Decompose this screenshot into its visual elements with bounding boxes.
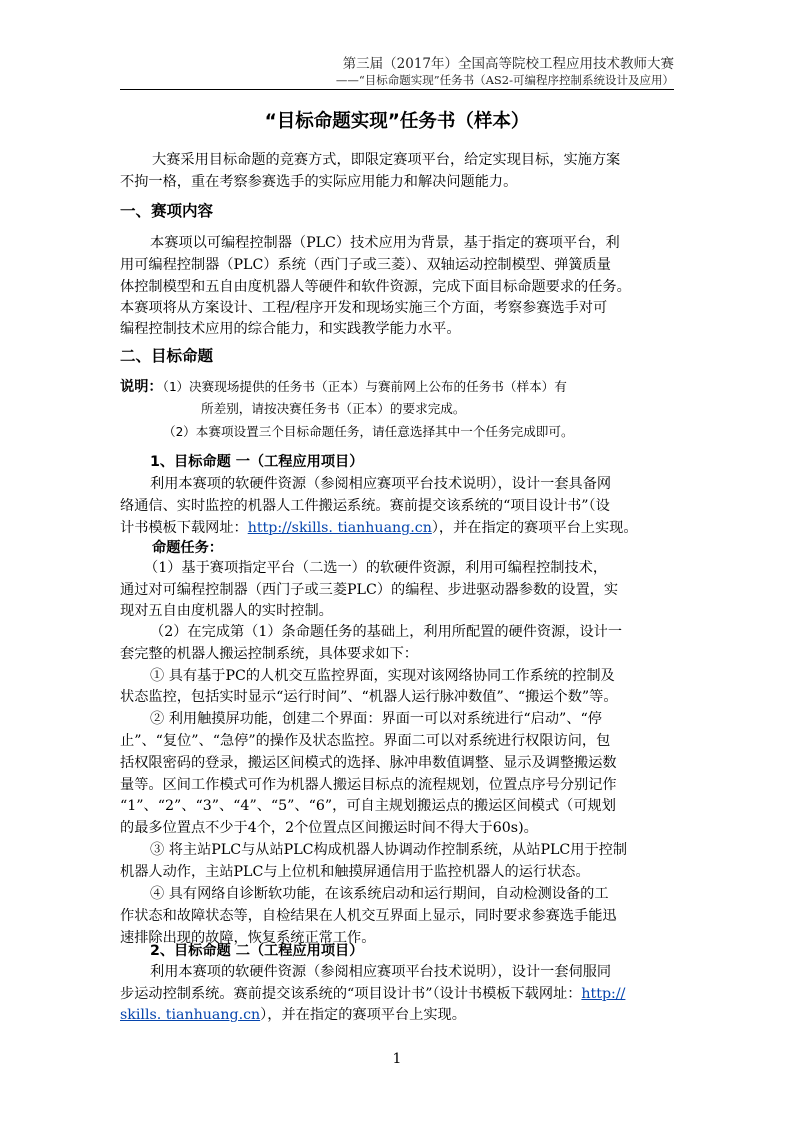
task1-line-8: ② 利用触摸屏功能，创建二个界面：界面一可以对系统进行“启动”、“停 xyxy=(150,711,602,727)
section-heading-content: 一、赛项内容 xyxy=(120,202,214,220)
document-title: “目标命题实现”任务书（样本） xyxy=(264,111,530,132)
task1-para-line-1: 利用本赛项的软硬件资源（参阅相应赛项平台技术说明），设计一套具备网 xyxy=(150,476,612,492)
header-rule xyxy=(120,89,674,90)
task1-line-13: 的最多位置点不少于4个，2个位置点区间搬运时间不得大于60s)。 xyxy=(120,820,538,836)
note-line-1b: 所差别，请按决赛任务书（正本）的要求完成。 xyxy=(201,401,466,416)
download-link-part-2[interactable]: skills. tianhuang.cn xyxy=(120,1007,261,1023)
task1-line-16: ④ 具有网络自诊断软功能，在该系统启动和运行期间，自动检测设备的工 xyxy=(150,886,609,902)
section1-line-4: 本赛项将从方案设计、工程/程序开发和现场实施三个方面，考察参赛选手对可 xyxy=(120,300,608,316)
section1-line-1: 本赛项以可编程控制器（PLC）技术应用为背景，基于指定的赛项平台，利 xyxy=(150,235,620,251)
task2-url-suffix: ），并在指定的赛项平台上实现。 xyxy=(260,1007,466,1023)
section1-line-2: 用可编程控制器（PLC）系统（西门子或三菱）、双轴运动控制模型、弹簧质量 xyxy=(120,257,611,273)
task1-line-10: 括权限密码的登录，搬运区间模式的选择、脉冲串数值调整、显示及调整搬运数 xyxy=(120,755,617,771)
task2-para-line-1: 利用本赛项的软硬件资源（参阅相应赛项平台技术说明），设计一套伺服同 xyxy=(150,964,612,980)
task1-line-2: 通过对可编程控制器（西门子或三菱PLC）的编程、步进驱动器参数的设置，实 xyxy=(120,582,619,598)
intro-line-1: 大赛采用目标命题的竞赛方式，即限定赛项平台，给定实现目标，实施方案 xyxy=(152,152,621,168)
task1-heading: 1、目标命题 一（工程应用项目） xyxy=(150,454,364,470)
task1-url-prefix: 计书模板下载网址： xyxy=(120,520,248,536)
task1-line-14: ③ 将主站PLC与从站PLC构成机器人协调动作控制系统，从站PLC用于控制 xyxy=(150,842,628,858)
task2-para-line-2 xyxy=(120,984,625,1004)
task1-line-17: 作状态和故障状态等，自检结果在人机交互界面上显示，同时要求参赛选手能迅 xyxy=(120,908,617,924)
task1-line-4: （2）在完成第（1）条命题任务的基础上，利用所配置的硬件资源，设计一 xyxy=(150,624,623,640)
section-heading-targets: 二、目标命题 xyxy=(120,347,214,365)
note-item-2: （2）本赛项设置三个目标命题任务，请任意选择其中一个任务完成即可。 xyxy=(163,424,574,439)
task1-line-7: 状态监控，包括实时显示“运行时间”、“机器人运行脉冲数值”、“搬运个数”等。 xyxy=(120,689,618,705)
task1-line-1: （1）基于赛项指定平台（二选一）的软硬件资源，利用可编程控制技术， xyxy=(144,560,608,576)
note-item-1: （1）决赛现场提供的任务书（正本）与赛前网上公布的任务书（样本）有 xyxy=(162,379,567,394)
task1-line-6: ① 具有基于PC的人机交互监控界面，实现对该网络协同工作系统的控制及 xyxy=(150,668,615,684)
task1-para-line-2: 络通信、实时监控的机器人工件搬运系统。赛前提交该系统的“项目设计书”（设 xyxy=(120,498,610,514)
task1-task-label: 命题任务： xyxy=(152,540,223,556)
task1-line-9: 止”、“复位”、“急停”的操作及状态监控。界面二可以对系统进行权限访问，包 xyxy=(120,733,611,749)
header-task-subtitle: ——“目标命题实现”任务书（AS2-可编程序控制系统设计及应用） xyxy=(335,73,674,87)
task2-para-line-3 xyxy=(120,1005,466,1025)
task1-url-suffix: ），并在指定的赛项平台上实现。 xyxy=(431,520,638,536)
section1-line-5: 编程控制技术应用的综合能力，和实践教学能力水平。 xyxy=(120,321,461,337)
note-label: 说明： xyxy=(120,379,163,395)
task1-line-3: 现对五自由度机器人的实时控制。 xyxy=(120,603,333,619)
task1-line-15: 机器人动作，主站PLC与上位机和触摸屏通信用于监控机器人的运行状态。 xyxy=(120,864,590,880)
task1-line-11: 量等。区间工作模式可作为机器人搬运目标点的流程规划，位置点序号分别记作 xyxy=(120,777,617,793)
task2-url-prefix: 步运动控制系统。赛前提交该系统的“项目设计书”（设计书模板下载网址： xyxy=(120,986,582,1002)
task1-line-12: “1”、“2”、“3”、“4”、“5”、“6”，可自主规划搬运点的搬运区间模式（可规划 xyxy=(120,798,616,814)
task1-line-5: 套完整的机器人搬运控制系统，具体要求如下： xyxy=(120,646,418,662)
download-link-part-1[interactable]: http:// xyxy=(581,986,626,1002)
task2-heading: 2、目标命题 二（工程应用项目） xyxy=(150,943,364,959)
task1-para-line-3 xyxy=(120,518,638,538)
intro-line-2: 不拘一格，重在考察参赛选手的实际应用能力和解决问题能力。 xyxy=(120,174,518,190)
download-link[interactable]: http://skills. tianhuang.cn xyxy=(247,520,432,536)
note-line-1 xyxy=(120,377,567,397)
section1-line-3: 体控制模型和五自由度机器人等硬件和软件资源，完成下面目标命题要求的任务。 xyxy=(120,279,631,295)
task1-line-18: 速排除出现的故障，恢复系统正常工作。 xyxy=(120,930,376,946)
header-contest-title: 第三届（2017年）全国高等院校工程应用技术教师大赛 xyxy=(342,56,674,72)
page-number: 1 xyxy=(392,1051,402,1067)
